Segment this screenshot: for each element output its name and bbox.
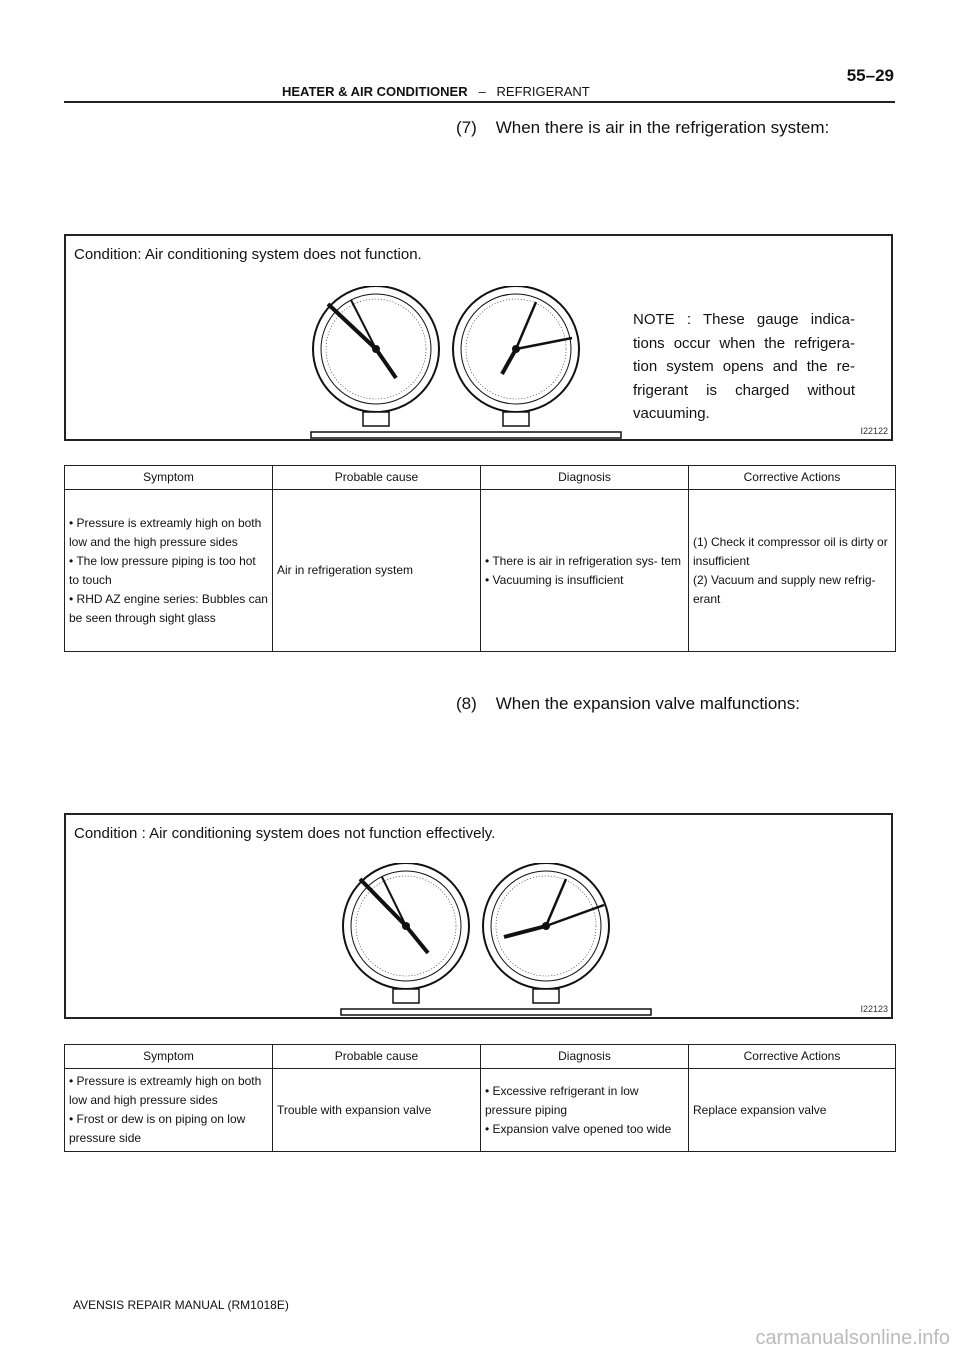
low-pressure-gauge [313, 286, 439, 426]
diagnosis-item: • Expansion valve opened too wide [485, 1121, 672, 1136]
diagnosis-item: • Vacuuming is insufficient [485, 572, 624, 587]
cause-cell: Air in refrigeration system [273, 490, 481, 652]
manifold-body [341, 1009, 651, 1015]
symptom-item: • Frost or dew is on piping on low pressure side [69, 1112, 246, 1145]
table-row [65, 490, 896, 652]
cause-cell: Trouble with expansion valve [273, 1069, 481, 1152]
header-rule [64, 101, 895, 103]
diagnosis-item: • Excessive refrigerant in low pressure piping [485, 1083, 639, 1117]
figure-id: I22122 [860, 426, 888, 436]
symptom-item: • RHD AZ engine series: Bubbles can be seen through sight glass [69, 591, 268, 625]
high-pressure-gauge [453, 286, 579, 426]
table-header-row [65, 466, 896, 490]
table-header-row [65, 1045, 896, 1069]
col-corrective-actions: Corrective Actions [689, 1045, 896, 1069]
diagnosis-cell [481, 490, 689, 652]
manifold-gauge-set-illustration [306, 286, 626, 441]
header-separator: – [478, 84, 486, 99]
step-7-heading [456, 118, 829, 138]
symptom-item: • Pressure is extreamly high on both low and the high pressure sides [69, 515, 262, 549]
col-diagnosis: Diagnosis [481, 1045, 689, 1069]
high-pressure-gauge [483, 863, 609, 1003]
header-subsection: REFRIGERANT [496, 84, 590, 99]
manifold-gauge-set-illustration [336, 863, 656, 1018]
action-item: (2) Vacuum and supply new refrig- erant [693, 572, 876, 606]
figure-expansion-valve [64, 813, 893, 1019]
step-8-number: (8) [456, 694, 477, 713]
step-8-heading [456, 694, 800, 714]
step-7-number: (7) [456, 118, 477, 137]
symptom-item: • The low pressure piping is too hot to touch [69, 553, 256, 587]
watermark: carmanualsonline.info [755, 1327, 950, 1349]
footer: AVENSIS REPAIR MANUAL (RM1018E) [73, 1298, 289, 1312]
actions-cell [689, 490, 896, 652]
condition-label: Condition: [74, 246, 142, 263]
condition-text: : Air conditioning system does not function effectively. [141, 825, 496, 842]
diagnosis-table-expansion-valve [64, 1044, 896, 1152]
figure-id: I22123 [860, 1004, 888, 1014]
symptom-cell [65, 490, 273, 652]
step-7-title: When there is air in the refrigeration system: [495, 118, 830, 137]
col-symptom: Symptom [65, 466, 273, 490]
condition-label: Condition [74, 825, 138, 842]
condition-line [74, 246, 422, 263]
actions-cell: Replace expansion valve [689, 1069, 896, 1152]
step-8-title: When the expansion valve malfunctions: [495, 694, 800, 713]
gauge-note: NOTE : These gauge indica- tions occur when the refrigera- tion system opens and the re- frigerant is charged without vacuuming. [633, 311, 855, 422]
diagnosis-item: • There is air in refrigeration sys- tem [485, 553, 682, 568]
condition-line [74, 825, 495, 842]
diagnosis-cell [481, 1069, 689, 1152]
header-section: HEATER & AIR CONDITIONER [282, 84, 468, 99]
low-pressure-gauge [343, 863, 469, 1003]
table-row [65, 1069, 896, 1152]
page-number: 55–29 [846, 66, 894, 85]
condition-text: Air conditioning system does not function. [144, 246, 422, 263]
col-probable-cause: Probable cause [273, 1045, 481, 1069]
col-probable-cause: Probable cause [273, 466, 481, 490]
diagnosis-table-air [64, 465, 896, 652]
col-diagnosis: Diagnosis [481, 466, 689, 490]
running-header [282, 84, 590, 99]
col-corrective-actions: Corrective Actions [689, 466, 896, 490]
action-item: (1) Check it compressor oil is dirty or insufficient [693, 534, 888, 568]
manifold-body [311, 432, 621, 438]
figure-air-in-system [64, 234, 893, 441]
col-symptom: Symptom [65, 1045, 273, 1069]
symptom-cell [65, 1069, 273, 1152]
symptom-item: • Pressure is extreamly high on both low and high pressure sides [69, 1074, 262, 1107]
